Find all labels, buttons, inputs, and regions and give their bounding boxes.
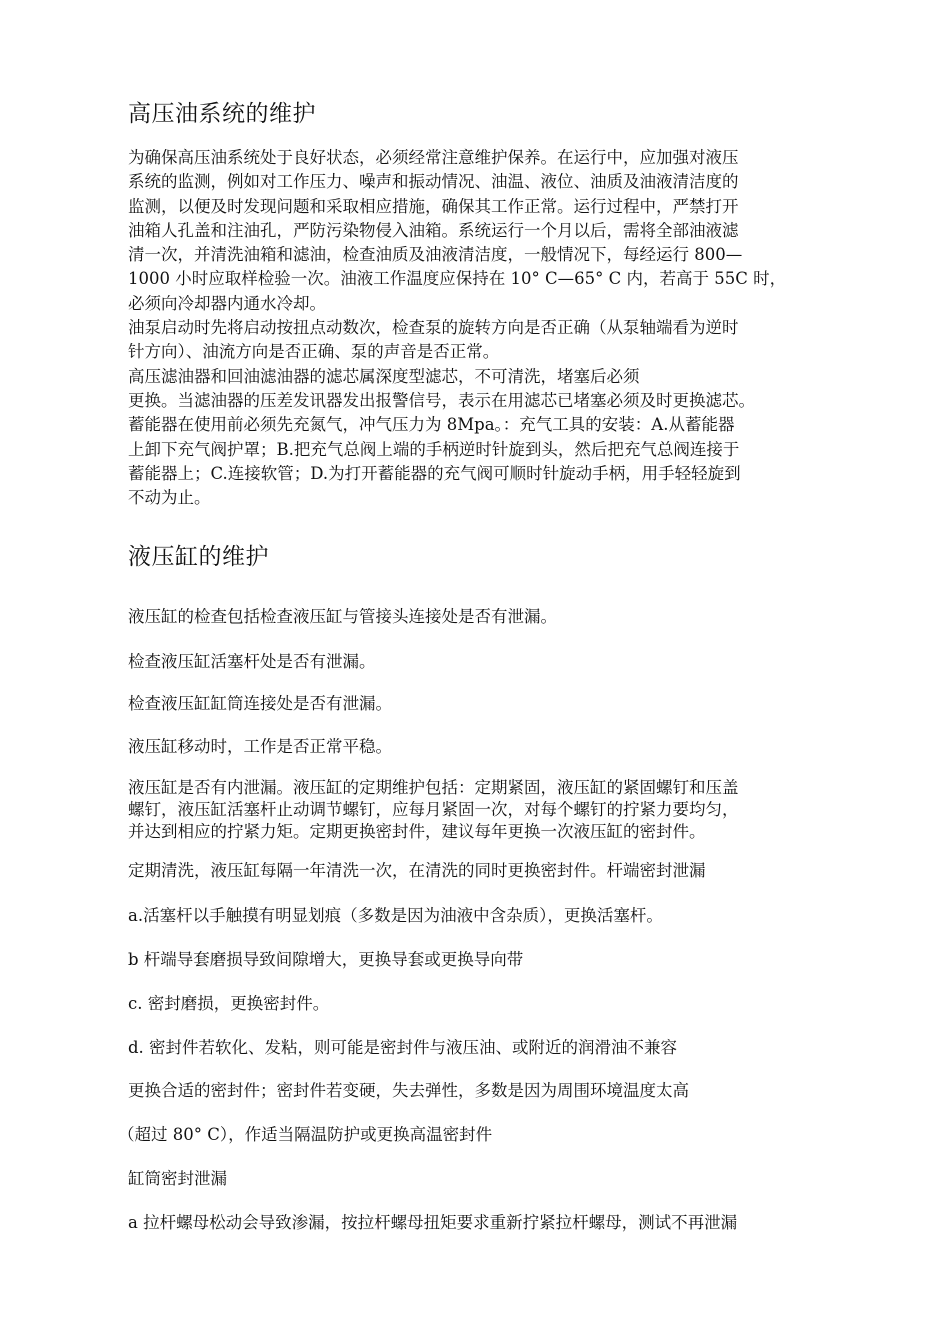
paragraph: a 拉杆螺母松动会导致渗漏，按拉杆螺母扭矩要求重新拧紧拉杆螺母，测试不再泄漏	[128, 1213, 738, 1232]
section2-heading: 液压缸的维护	[128, 544, 269, 570]
text-line: 液压缸是否有内泄漏。液压缸的定期维护包括：定期紧固，液压缸的紧固螺钉和压盖	[128, 778, 739, 797]
text-line: 蓄能器在使用前必须先充氮气，冲气压力为 8Mpa。：充气工具的安装：A.从蓄能器	[128, 415, 735, 435]
paragraph: 检查液压缸活塞杆处是否有泄漏。	[128, 652, 376, 671]
paragraph: b 杆端导套磨损导致间隙增大，更换导套或更换导向带	[128, 950, 524, 969]
text-line: 必须向冷却器内通水冷却。	[128, 293, 326, 313]
text-line: 不动为止。	[128, 488, 211, 508]
text-line: 蓄能器上；C.连接软管；D.为打开蓄能器的充气阀可顺时针旋动手柄，用手轻轻旋到	[128, 463, 741, 483]
paragraph: d. 密封件若软化、发粘，则可能是密封件与液压油、或附近的润滑油不兼容	[128, 1038, 678, 1057]
text-line: 高压滤油器和回油滤油器的滤芯属深度型滤芯，不可清洗，堵塞后必须	[128, 366, 640, 386]
text-line: 清一次，并清洗油箱和滤油，检查油质及油液清洁度，一般情况下，每经运行 800—	[128, 245, 743, 265]
text-line: 更换。当滤油器的压差发讯器发出报警信号，表示在用滤芯已堵塞必须及时更换滤芯。	[128, 390, 755, 410]
paragraph: 缸筒密封泄漏	[128, 1169, 227, 1188]
text-line: 螺钉，液压缸活塞杆止动调节螺钉，应每月紧固一次，对每个螺钉的拧紧力要均匀，	[128, 800, 739, 819]
text-line: 监测，以便及时发现问题和采取相应措施，确保其工作正常。运行过程中，严禁打开	[128, 196, 739, 216]
text-line: 针方向）、油流方向是否正确、泵的声音是否正常。	[128, 342, 500, 362]
paragraph: c. 密封磨损，更换密封件。	[128, 994, 330, 1013]
text-line: 并达到相应的拧紧力矩。定期更换密封件，建议每年更换一次液压缸的密封件。	[128, 822, 706, 841]
paragraph: 更换合适的密封件；密封件若变硬，失去弹性，多数是因为周围环境温度太高	[128, 1081, 689, 1100]
paragraph: 定期清洗，液压缸每隔一年清洗一次，在清洗的同时更换密封件。杆端密封泄漏	[128, 861, 706, 880]
text-line: 为确保高压油系统处于良好状态，必须经常注意维护保养。在运行中，应加强对液压	[128, 148, 739, 167]
paragraph: 液压缸移动时，工作是否正常平稳。	[128, 737, 392, 756]
section1-body	[128, 146, 786, 510]
text-line: 油泵启动时先将启动按扭点动数次，检查泵的旋转方向是否正确（从泵轴端看为逆时	[128, 318, 739, 338]
paragraph: a.活塞杆以手触摸有明显划痕（多数是因为油液中含杂质），更换活塞杆。	[128, 906, 663, 925]
paragraph: 液压缸的检查包括检查液压缸与管接头连接处是否有泄漏。	[128, 607, 557, 626]
paragraph: （超过 80° C），作适当隔温防护或更换高温密封件	[118, 1125, 493, 1144]
text-line: 油箱人孔盖和注油孔，严防污染物侵入油箱。系统运行一个月以后，需将全部油液滤	[128, 220, 739, 240]
paragraph: 检查液压缸缸筒连接处是否有泄漏。	[128, 694, 392, 713]
section1-heading: 高压油系统的维护	[128, 101, 316, 127]
paragraph	[128, 777, 739, 843]
text-line: 1000 小时应取样检验一次。油液工作温度应保持在 10° C—65° C 内，若高于 55C 时，	[128, 269, 787, 289]
text-line: 系统的监测，例如对工作压力、噪声和振动情况、油温、液位、油质及油液清洁度的	[128, 172, 739, 192]
text-line: 上卸下充气阀护罩；B.把充气总阀上端的手柄逆时针旋到头，然后把充气总阀连接于	[128, 439, 740, 459]
